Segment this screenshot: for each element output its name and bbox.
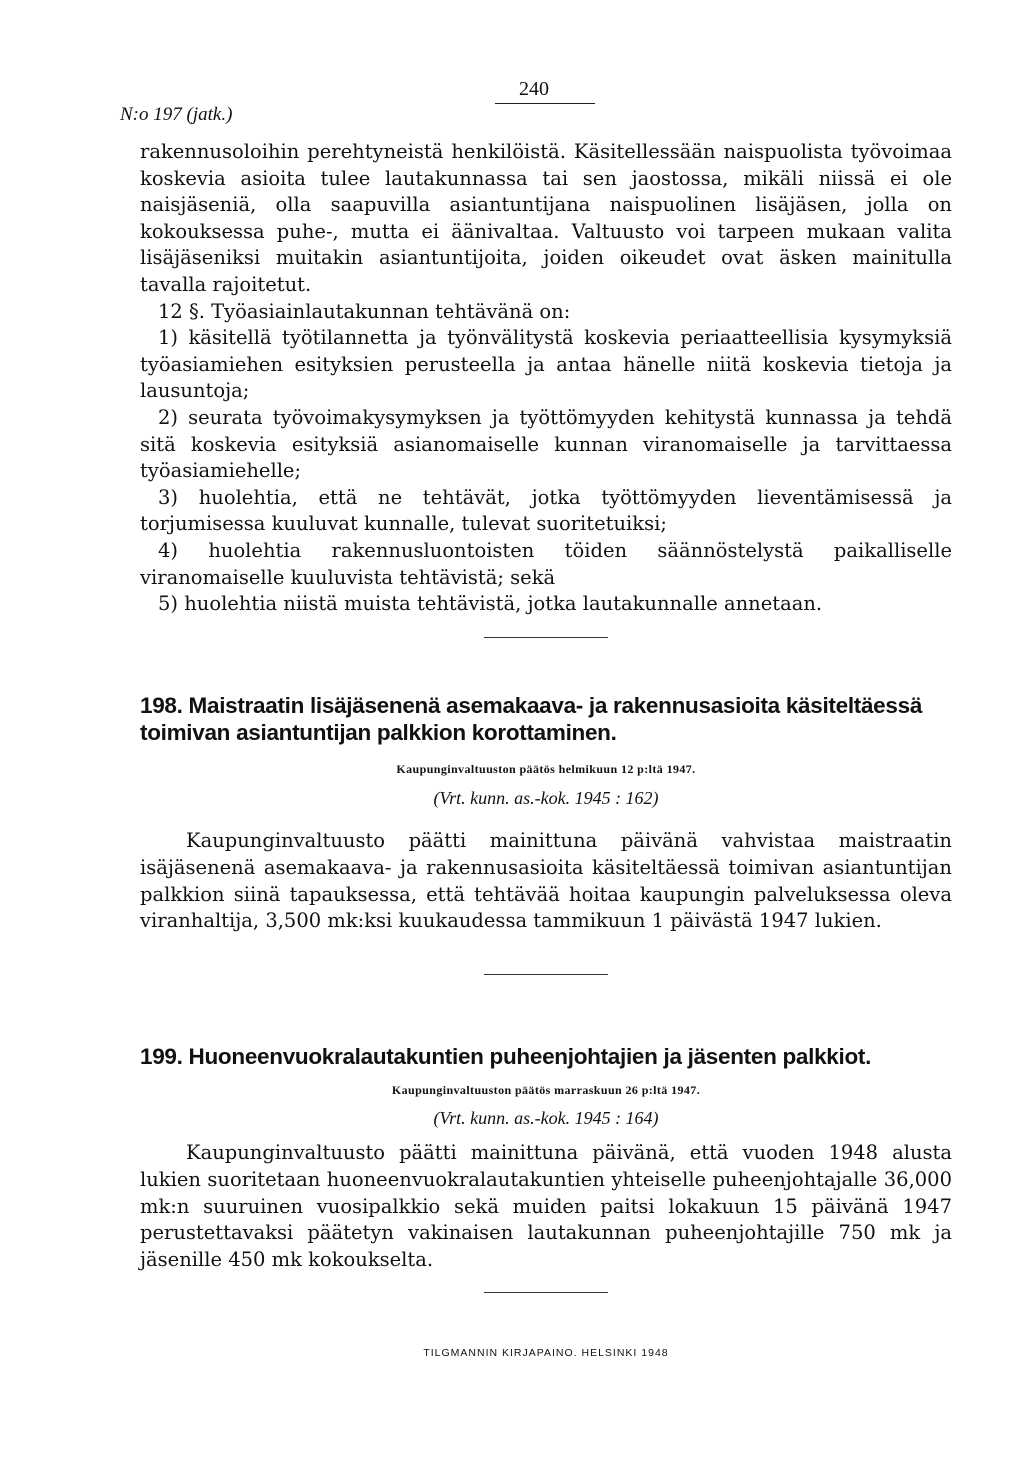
section-199-body bbox=[140, 1140, 952, 1274]
list-item-5: 5) huolehtia niistä muista tehtävistä, jotka lautakunnalle annetaan. bbox=[158, 592, 823, 616]
section-198-heading: 198. Maistraatin lisäjäsenenä asemakaava- ja rakennusasioita käsiteltäessä toimivan asiantuntijan palkkion korottaminen. bbox=[140, 693, 923, 745]
list-item-2: 2) seurata työvoimakysymyksen ja työttömyyden kehitystä kunnassa ja tehdä sitä koskevia esityksiä asianomaiselle kunnan viranomaiselle ja tarvittaessa työasiamiehelle; bbox=[140, 405, 952, 483]
separator-rule bbox=[484, 1292, 608, 1293]
continuation-paragraph: rakennusoloihin perehtyneistä henkilöistä. Käsitellessään naispuolista työvoimaa koskevia asioita tulee lautakunnassa tai sen jaostossa, mikäli niissä ei ole naisjäseniä, olla saapuvilla asiantuntijana naispuolinen lisäjäsen, jolla on kokouksessa puhe-, mutta ei äänivaltaa. Valtuusto voi tarpeen mukaan valita lisäjäseniksi muitakin asiantuntijoita, joiden oikeudet ovat äsken mainitulla tavalla rajoitetut. bbox=[140, 140, 952, 296]
list-item-4: 4) huolehtia rakennusluontoisten töiden säännöstelystä paikalliselle viranomaiselle kuuluvista tehtävistä; sekä bbox=[140, 538, 952, 589]
section-199-decision: Kaupunginvaltuuston päätös marraskuun 26 p:ltä 1947. bbox=[391, 1083, 701, 1097]
list-item-1: 1) käsitellä työtilannetta ja työnvälitystä koskevia periaatteellisia kysymyksiä työasiamiehen esityksien perusteella ja antaa hänelle niitä koskevia tietoja ja lausuntoja; bbox=[140, 326, 952, 403]
printer-imprint: TILGMANNIN KIRJAPAINO. HELSINKI 1948 bbox=[423, 1347, 669, 1359]
section-198-reference: (Vrt. kunn. as.-kok. 1945 : 162) bbox=[433, 788, 659, 808]
section-12-heading: 12 §. Työasiainlautakunnan tehtävänä on: bbox=[158, 299, 571, 323]
separator-rule bbox=[484, 974, 608, 975]
page-number: 240 bbox=[519, 78, 549, 100]
running-head: N:o 197 (jatk.) bbox=[120, 104, 233, 125]
section-199-heading: 199. Huoneenvuokralautakuntien puheenjohtajien ja jäsenten palkkiot. bbox=[140, 1044, 872, 1069]
section-199-paragraph: Kaupunginvaltuusto päätti mainittuna päivänä, että vuoden 1948 alusta lukien suoritetaan huoneenvuokralautakuntien yhteiselle puheenjohtajalle 36,000 mk:n suuruinen vuosipalkkio sekä muiden paitsi lokakuun 15 päivänä 1947 perustettavaksi päätetyn vakinaisen lautakunnan puheenjohtajille 750 mk ja jäsenille 450 mk kokoukselta. bbox=[140, 1141, 952, 1272]
page-number-rule bbox=[495, 103, 595, 104]
separator-rule bbox=[484, 637, 608, 638]
section-198-paragraph: Kaupunginvaltuusto päätti mainittuna päivänä vahvistaa maistraatin isäjäsenenä asemakaava- ja rakennusasioita käsiteltäessä toimivan asiantuntijan palkkion siinä tapauksessa, että tehtävää hoitaa kaupungin palveluksessa oleva viranhaltija, 3,500 mk:ksi kuukaudessa tammikuun 1 päivästä 1947 lukien. bbox=[140, 829, 952, 933]
list-item-3: 3) huolehtia, että ne tehtävät, jotka työttömyyden lieventämisessä ja torjumisessa kuuluvat kunnalle, tulevat suoritetuiksi; bbox=[140, 485, 952, 536]
continuation-text bbox=[140, 139, 952, 618]
section-199-reference: (Vrt. kunn. as.-kok. 1945 : 164) bbox=[433, 1108, 659, 1128]
section-198-body bbox=[140, 828, 952, 935]
section-198-decision: Kaupunginvaltuuston päätös helmikuun 12 p:ltä 1947. bbox=[396, 762, 696, 776]
